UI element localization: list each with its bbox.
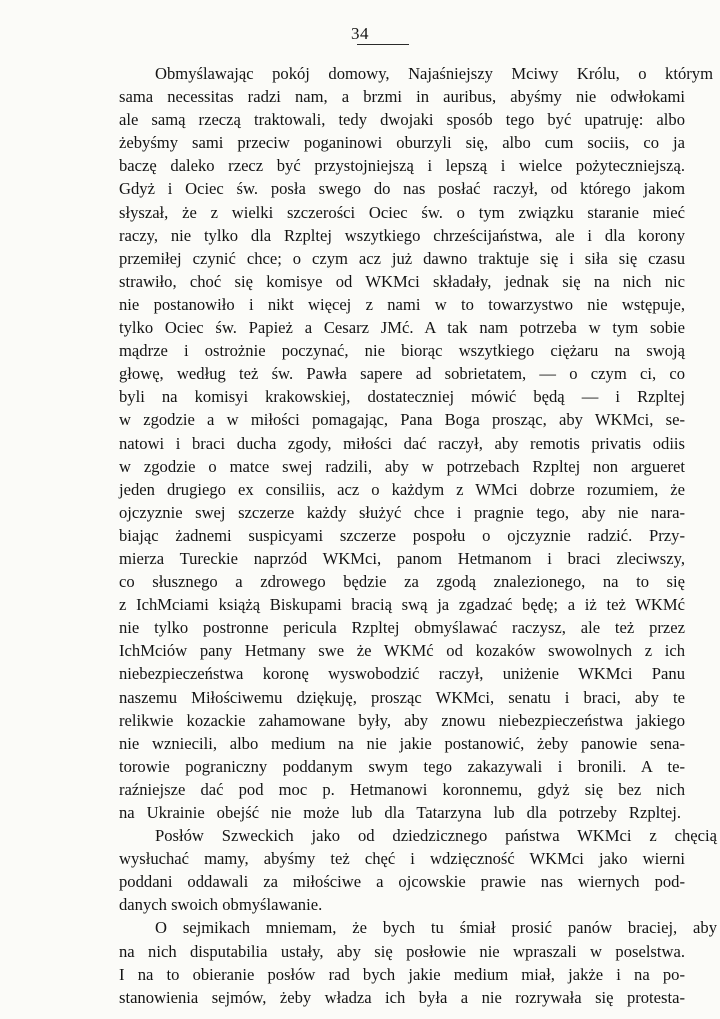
text-line: IchMciów pany Hetmany swe że WKMć od kozaków swowolnych z ich [119,641,685,661]
text-line: mądrze i ostrożnie poczynać, nie biorąc wszytkiego ciężaru na swoją [119,341,685,361]
text-line: byli na komisyi krakowskiej, dostateczniej mówić będą — i Rzpltej [119,387,685,407]
text-line: mierza Tureckie naprzód WKMci, panom Hetmanom i braci zleciwszy, [119,548,685,568]
text-line: raźniejsze dać pod moc p. Hetmanowi koronnemu, gdyż się bez nich [119,779,685,799]
text-line: baczę daleko rzecz być przystojniejszą i lepszą i wielce pożyteczniejszą. [119,156,685,176]
text-line: torowie pograniczny poddanym swym tego zakazywali i bronili. A te- [119,756,685,776]
text-line: nie tylko postronne pericula Rzpltej obmyślawać raczysz, ale też przez [119,618,685,638]
text-line: na Ukrainie obejść nie może lub dla Tatarzyna lub dla potrzeby Rzpltej. [119,803,681,822]
text-line: co słusznego a zdrowego będzie za zgodą znalezionego, na to się [119,572,685,592]
text-line: w zgodzie o matce swej radzili, aby w potrzebach Rzpltej non argueret [119,456,685,476]
paragraph-3 [119,916,717,1008]
text-line: biając żadnemi suspicyami szczerze pospołu o ojczyznie radzić. Przy- [119,525,685,545]
paragraph-2 [119,824,717,916]
text-line: na nich disputabilia ustały, aby się posłowie nie wpraszali w poselstwa. [119,941,685,961]
text-line: sama necessitas radzi nam, a brzmi in auribus, abyśmy nie odwłokami [119,87,685,107]
text-line: I na to obieranie posłów rad bych jakie medium miał, jakże i na po- [119,964,685,984]
text-line: głowę, według też św. Pawła sapere ad sobrietatem, — o czym ci, co [119,364,685,384]
text-line: wysłuchać mamy, abyśmy też chęć i wdzięczność WKMci jako wierni [119,849,685,869]
text-line: tylko Ociec św. Papież a Cesarz JMć. A tak nam potrzeba w tym sobie [119,318,685,338]
text-line: nie postanowiło i nikt więcej z nami w to towarzystwo nie wstępuje, [119,294,685,314]
text-line: ale samą rzeczą traktowali, tedy dwojaki sposób tego być upatruję: albo [119,110,685,130]
text-line: relikwie kozackie zahamowane były, aby znowu niebezpieczeństwa jakiego [119,710,685,730]
text-line: strawiło, choć się komisye od WKMci składały, jednak się na nich nic [119,271,685,291]
text-line: nie wzniecili, albo medium na nie jakie postanowić, żeby panowie sena- [119,733,685,753]
text-line: z IchMciami książą Biskupami bracią swą ja zgadzać będę; a iż też WKMć [119,595,685,615]
page-body [119,62,717,1009]
page-number: 34 [351,24,369,43]
text-line: Gdyż i Ociec św. posła swego do nas posłać raczył, od którego jakom [119,179,685,199]
text-line: Obmyślawając pokój domowy, Najaśniejszy Mciwy Królu, o którym [155,64,713,83]
text-line: ojczyznie swej szczerze każdy służyć chce i pragnie tego, aby nie nara- [119,502,685,522]
text-line: raczy, nie tylko dla Rzpltej wszytkiego chrześcijaństwa, ale i dla korony [119,225,685,245]
text-line: słyszał, że z wielki szczerości Ociec św. o tym związku staranie mieć [119,202,685,222]
text-line: niebezpieczeństwa koronę wyswobodzić raczył, uniżenie WKMci Panu [119,664,685,684]
text-line: przemiłej czynić chce; o czym acz już dawno traktuje się i siła się czasu [119,248,685,268]
paragraph-1 [119,62,713,824]
text-line: Posłów Szweckich jako od dziedzicznego państwa WKMci z chęcią [155,826,717,846]
text-line: O sejmikach mniemam, że bych tu śmiał prosić panów braciej, aby [155,918,717,938]
text-line: poddani oddawali za miłościwe a ojcowskie prawie nas wiernych pod- [119,872,685,892]
header-rule [357,44,409,45]
text-line: danych swoich obmyślawanie. [119,895,323,915]
text-line: stanowienia sejmów, żeby władza ich była a nie rozrywała się protesta- [119,987,685,1007]
text-line: natowi i braci ducha zgody, miłości dać raczył, aby remotis privatis odiis [119,433,685,453]
text-line: żebyśmy sami przeciw poganinowi oburzyli się, albo cum sociis, co ja [119,133,685,153]
text-line: w zgodzie a w miłości pomagając, Pana Boga prosząc, aby WKMci, se- [119,410,685,430]
text-line: jeden drugiego ex consiliis, acz o każdym z WMci dobrze rozumiem, że [119,479,685,499]
text-line: naszemu Miłościwemu dziękuję, prosząc WKMci, senatu i braci, aby te [119,687,685,707]
